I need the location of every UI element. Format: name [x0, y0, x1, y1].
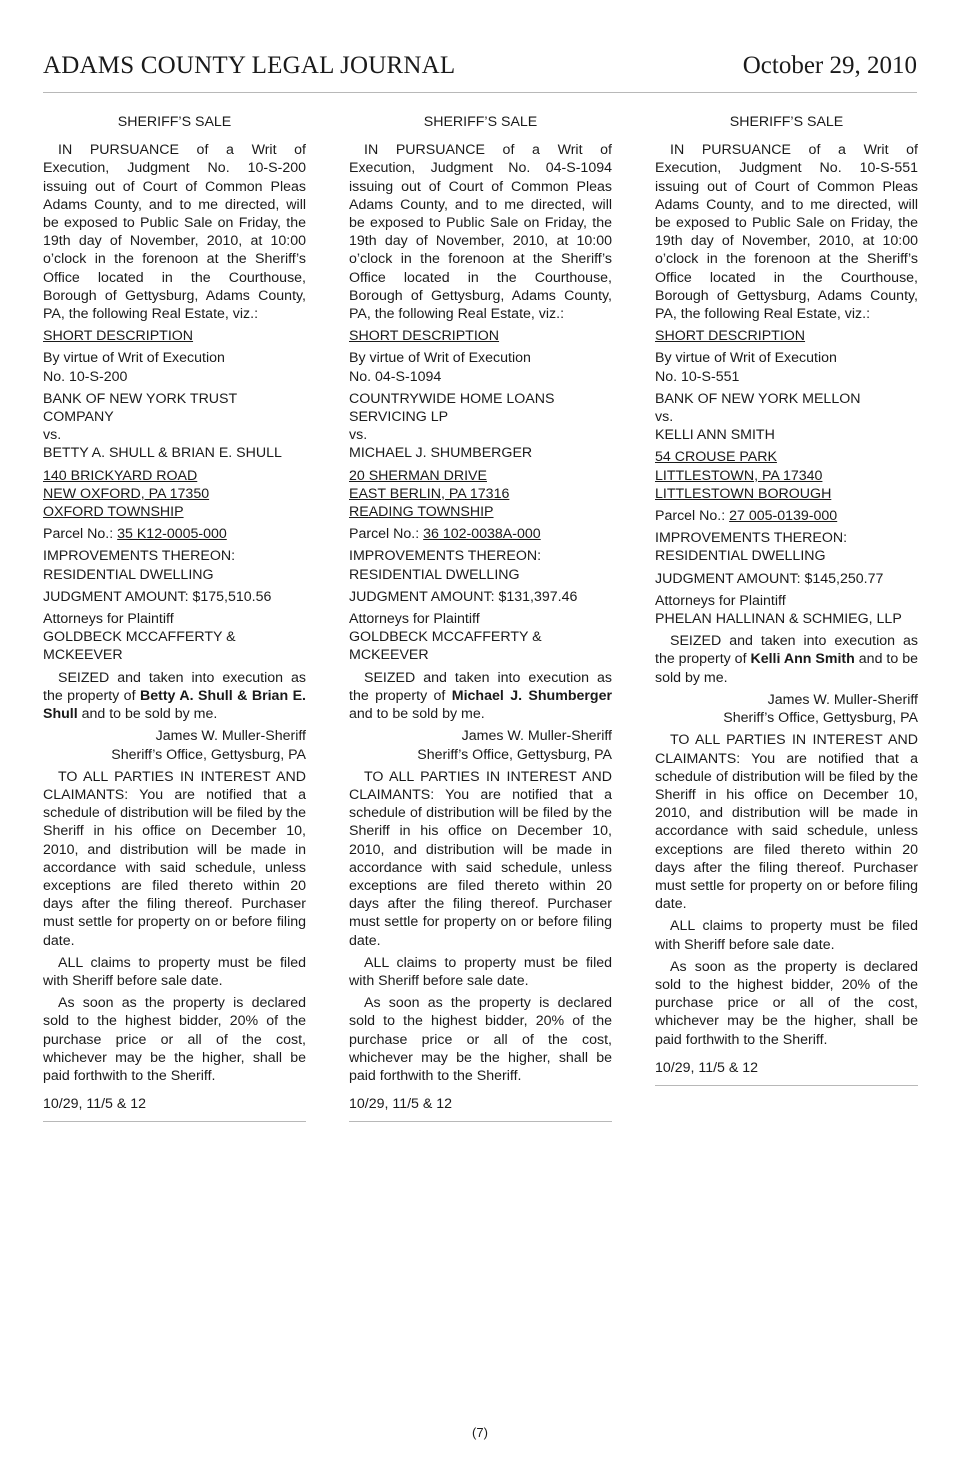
seized-text-end: and to be sold by me.	[655, 651, 918, 686]
parcel-number: 35 K12-0005-000	[117, 526, 227, 543]
publication-dates: 10/29, 11/5 & 12	[349, 1096, 453, 1113]
address-street: 54 CROUSE PARK	[655, 449, 777, 466]
property-owner-name: Michael J. Shumberger	[451, 687, 612, 704]
attorney-firm: GOLDBECK MCCAFFERTY &	[43, 629, 236, 646]
defendant-name: MICHAEL J. SHUMBERGER	[349, 445, 533, 462]
address-city: LITTLESTOWN, PA 17340	[655, 467, 823, 484]
judgment-amount: JUDGMENT AMOUNT: $175,510.56	[43, 588, 272, 605]
column-divider	[655, 1085, 918, 1086]
attorneys-block	[655, 592, 918, 628]
payment-terms: As soon as the property is declared sold to the highest bidder, 20% of the purchase price or all of the cost, whichever may be the higher, shall be paid forthwith to the Sheriff.	[655, 958, 918, 1048]
improvements-value: RESIDENTIAL DWELLING	[43, 566, 214, 583]
short-description-label: SHORT DESCRIPTION	[655, 328, 806, 345]
sheriff-sale-notice-3	[655, 113, 918, 1086]
claimants-notice: TO ALL PARTIES IN INTEREST AND CLAIMANTS: You are notified that a schedule of distribution will be filed by the Sheriff in his office on December 10, 2010, and distribution will be made in accordance with said schedule, unless exceptions are filed thereto within 20 days after the filing thereof. Purchaser must settle for property on or before filing date.	[43, 768, 306, 949]
address-township: LITTLESTOWN BOROUGH	[655, 485, 832, 502]
parties-block	[349, 390, 612, 463]
seized-text-end: and to be sold by me.	[349, 706, 485, 723]
versus-label: vs.	[655, 409, 674, 426]
improvements-value: RESIDENTIAL DWELLING	[349, 566, 520, 583]
attorneys-label: Attorneys for Plaintiff	[43, 611, 174, 628]
attorney-firm: GOLDBECK MCCAFFERTY &	[349, 629, 542, 646]
attorneys-label: Attorneys for Plaintiff	[655, 592, 786, 609]
issue-date: October 29, 2010	[742, 52, 917, 79]
judgment-amount: JUDGMENT AMOUNT: $131,397.46	[349, 588, 578, 605]
short-description-label: SHORT DESCRIPTION	[349, 328, 500, 345]
attorney-firm: PHELAN HALLINAN & SCHMIEG, LLP	[655, 611, 902, 628]
claims-notice: ALL claims to property must be filed with Sheriff before sale date.	[43, 954, 306, 989]
claimants-notice: TO ALL PARTIES IN INTEREST AND CLAIMANTS: You are notified that a schedule of distribution will be filed by the Sheriff in his office on December 10, 2010, and distribution will be made in accordance with said schedule, unless exceptions are filed thereto within 20 days after the filing thereof. Purchaser must settle for property on or before filing date.	[655, 732, 918, 913]
improvements-block	[655, 529, 918, 565]
property-owner-name: Kelli Ann Smith	[750, 651, 855, 668]
writ-number: No. 04-S-1094	[349, 368, 442, 385]
writ-line: By virtue of Writ of Execution	[43, 350, 225, 367]
notice-heading: SHERIFF’S SALE	[729, 114, 844, 130]
plaintiff-name: BANK OF NEW YORK TRUST	[43, 390, 238, 407]
plaintiff-name: BANK OF NEW YORK MELLON	[655, 390, 861, 407]
claims-notice: ALL claims to property must be filed with Sheriff before sale date.	[655, 918, 918, 953]
parcel-line	[349, 525, 612, 543]
journal-title: ADAMS COUNTY LEGAL JOURNAL	[43, 52, 456, 79]
writ-line: By virtue of Writ of Execution	[655, 350, 837, 367]
seized-statement	[349, 669, 612, 724]
sheriff-name: James W. Muller-Sheriff	[767, 691, 918, 708]
parcel-label: Parcel No.:	[43, 526, 118, 543]
parties-block	[43, 390, 306, 463]
address-street: 20 SHERMAN DRIVE	[349, 467, 487, 484]
property-address	[655, 448, 918, 503]
seized-text: SEIZED and taken into execution as the property of	[43, 669, 306, 704]
claimants-notice: TO ALL PARTIES IN INTEREST AND CLAIMANTS: You are notified that a schedule of distribution will be filed by the Sheriff in his office on December 10, 2010, and distribution will be made in accordance with said schedule, unless exceptions are filed thereto within 20 days after the filing thereof. Purchaser must settle for property on or before filing date.	[349, 768, 612, 949]
attorney-firm-cont: MCKEEVER	[349, 647, 429, 664]
sheriff-signature	[655, 691, 918, 727]
seized-text-end: and to be sold by me.	[77, 706, 218, 723]
writ-line: By virtue of Writ of Execution	[349, 350, 531, 367]
notice-heading: SHERIFF’S SALE	[117, 114, 232, 130]
sheriff-sale-notice-1	[43, 113, 306, 1122]
sheriff-sale-notice-2	[349, 113, 612, 1122]
attorneys-label: Attorneys for Plaintiff	[349, 611, 480, 628]
column-divider	[349, 1121, 612, 1122]
parcel-number: 36 102-0038A-000	[423, 526, 541, 543]
address-city: EAST BERLIN, PA 17316	[349, 485, 510, 502]
payment-terms: As soon as the property is declared sold to the highest bidder, 20% of the purchase price or all of the cost, whichever may be the higher, shall be paid forthwith to the Sheriff.	[43, 995, 306, 1084]
plaintiff-name-cont: COMPANY	[43, 409, 114, 426]
publication-dates: 10/29, 11/5 & 12	[655, 1059, 759, 1076]
seized-statement	[43, 669, 306, 724]
writ-number: No. 10-S-551	[655, 368, 740, 385]
address-city: NEW OXFORD, PA 17350	[43, 485, 210, 502]
notice-intro: IN PURSUANCE of a Writ of Execution, Judgment No. 10-S-551 issuing out of Court of Common Pleas Adams County, and to me directed, will be exposed to Public Sale on Friday, the 19th day of November, 2010, at 10:00 o’clock in the forenoon at the Sheriff’s Office located in the Courthouse, Borough of Gettysburg, Adams County, PA, the following Real Estate, viz.:	[655, 142, 918, 323]
sheriff-office: Sheriff’s Office, Gettysburg, PA	[111, 746, 306, 763]
plaintiff-name-cont: SERVICING LP	[349, 409, 449, 426]
attorneys-block	[43, 610, 306, 665]
defendant-name: KELLI ANN SMITH	[655, 427, 775, 444]
plaintiff-name: COUNTRYWIDE HOME LOANS	[349, 390, 555, 407]
sheriff-name: James W. Muller-Sheriff	[461, 728, 612, 745]
improvements-label: IMPROVEMENTS THEREON:	[349, 548, 542, 565]
payment-terms: As soon as the property is declared sold to the highest bidder, 20% of the purchase price or all of the cost, whichever may be the higher, shall be paid forthwith to the Sheriff.	[349, 995, 612, 1084]
publication-dates: 10/29, 11/5 & 12	[43, 1096, 147, 1113]
versus-label: vs.	[349, 427, 368, 444]
improvements-label: IMPROVEMENTS THEREON:	[43, 548, 236, 565]
writ-block	[655, 349, 918, 385]
property-address	[43, 467, 306, 522]
sheriff-signature	[349, 727, 612, 763]
notice-intro: IN PURSUANCE of a Writ of Execution, Judgment No. 04-S-1094 issuing out of Court of Common Pleas Adams County, and to me directed, will be exposed to Public Sale on Friday, the 19th day of November, 2010, at 10:00 o’clock in the forenoon at the Sheriff’s Office located in the Courthouse, Borough of Gettysburg, Adams County, PA, the following Real Estate, viz.:	[349, 142, 612, 323]
judgment-amount: JUDGMENT AMOUNT: $145,250.77	[655, 570, 884, 587]
attorney-firm-cont: MCKEEVER	[43, 647, 123, 664]
parcel-label: Parcel No.:	[655, 508, 730, 525]
address-township: OXFORD TOWNSHIP	[43, 504, 184, 521]
address-street: 140 BRICKYARD ROAD	[43, 467, 198, 484]
parcel-number: 27 005-0139-000	[729, 508, 838, 525]
versus-label: vs.	[43, 427, 62, 444]
parcel-line	[655, 507, 918, 525]
writ-number: No. 10-S-200	[43, 368, 128, 385]
writ-block	[349, 349, 612, 385]
parcel-line	[43, 525, 306, 543]
address-township: READING TOWNSHIP	[349, 504, 494, 521]
seized-statement	[655, 632, 918, 687]
improvements-block	[43, 547, 306, 583]
sheriff-name: James W. Muller-Sheriff	[155, 728, 306, 745]
claims-notice: ALL claims to property must be filed with Sheriff before sale date.	[349, 954, 612, 989]
column-divider	[43, 1121, 306, 1122]
page-number: (7)	[472, 1425, 488, 1440]
sheriff-office: Sheriff’s Office, Gettysburg, PA	[417, 746, 612, 763]
property-owner-name: Betty A. Shull & Brian E. Shull	[43, 687, 306, 723]
property-address	[349, 467, 612, 522]
short-description-label: SHORT DESCRIPTION	[43, 328, 194, 345]
seized-text: SEIZED and taken into execution as the property of	[655, 633, 918, 668]
journal-header	[43, 52, 917, 93]
improvements-value: RESIDENTIAL DWELLING	[655, 548, 826, 565]
notice-heading: SHERIFF’S SALE	[423, 114, 538, 130]
seized-text: SEIZED and taken into execution as the property of	[349, 669, 612, 704]
attorneys-block	[349, 610, 612, 665]
parties-block	[655, 390, 918, 445]
defendant-name: BETTY A. SHULL & BRIAN E. SHULL	[43, 445, 282, 462]
improvements-block	[349, 547, 612, 583]
writ-block	[43, 349, 306, 385]
sheriff-office: Sheriff’s Office, Gettysburg, PA	[723, 710, 918, 727]
notice-intro: IN PURSUANCE of a Writ of Execution, Judgment No. 10-S-200 issuing out of Court of Common Pleas Adams County, and to me directed, will be exposed to Public Sale on Friday, the 19th day of November, 2010, at 10:00 o’clock in the forenoon at the Sheriff’s Office located in the Courthouse, Borough of Gettysburg, Adams County, PA, the following Real Estate, viz.:	[43, 142, 306, 323]
sheriff-signature	[43, 727, 306, 763]
improvements-label: IMPROVEMENTS THEREON:	[655, 530, 848, 547]
parcel-label: Parcel No.:	[349, 526, 424, 543]
